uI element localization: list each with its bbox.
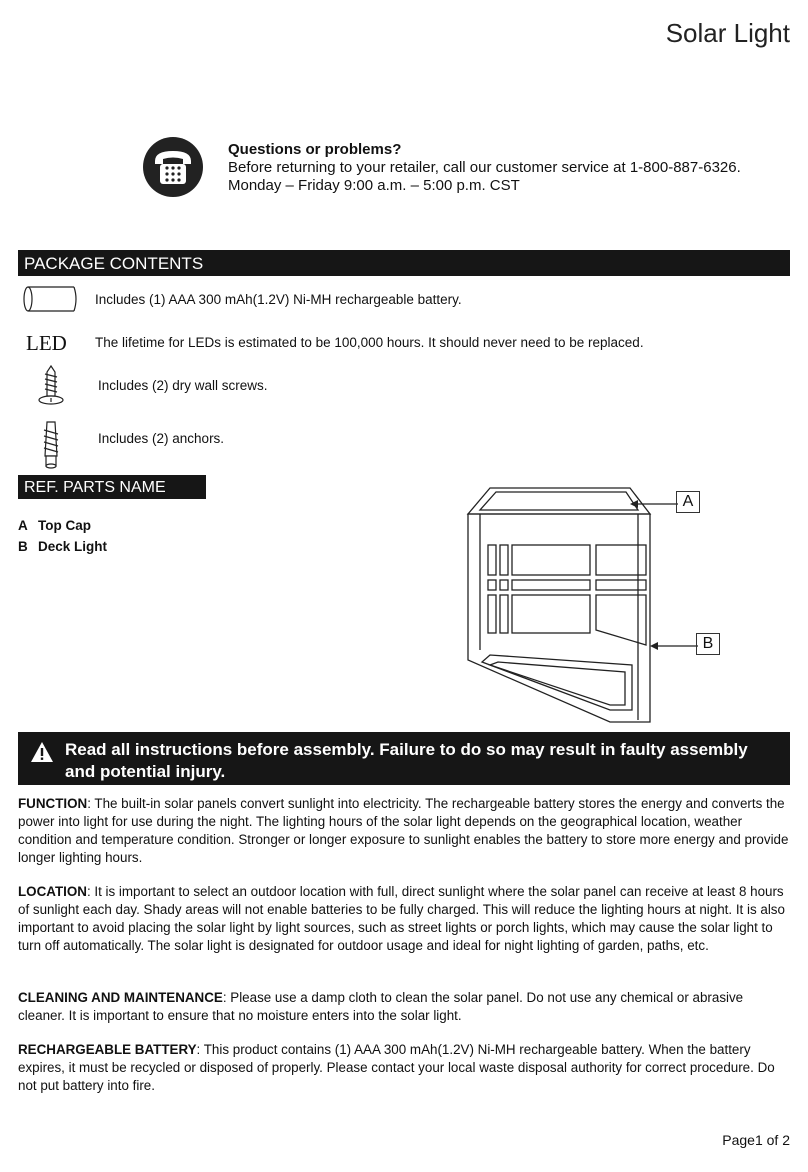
callout-b: B (696, 633, 720, 655)
section-label: RECHARGEABLE BATTERY (18, 1042, 197, 1057)
section-cleaning (18, 989, 793, 1025)
screw-icon (36, 364, 66, 415)
warning-text (65, 739, 748, 783)
package-item-battery: Includes (1) AAA 300 mAh(1.2V) Ni-MH rechargeable battery. (95, 292, 462, 307)
package-item-anchors: Includes (2) anchors. (98, 431, 225, 446)
section-label: CLEANING AND MAINTENANCE (18, 990, 223, 1005)
package-contents-header: PACKAGE CONTENTS (18, 250, 790, 276)
section-location (18, 883, 793, 955)
contact-phone-line: Before returning to your retailer, call our customer service at 1-800-887-6326. (228, 159, 741, 176)
part-name: Top Cap (38, 518, 91, 533)
page-title: Solar Light (665, 18, 790, 48)
section-body: : This product contains (1) AAA 300 mAh(1.2V) Ni-MH rechargeable battery. When the battery expires, it must be recycled or disposed of properly. Please contact your local waste disposal authority for correct procedure. Do not put battery into fire. (18, 1042, 775, 1093)
warning-line-2: and potential injury. (65, 762, 226, 781)
callout-a: A (676, 491, 700, 513)
section-label: LOCATION (18, 884, 87, 899)
page-number: Page1 of 2 (722, 1132, 790, 1148)
contact-info (228, 141, 741, 195)
package-item-screws: Includes (2) dry wall screws. (98, 378, 268, 393)
warning-line-1: Read all instructions before assembly. Failure to do so may result in faulty assembly (65, 740, 748, 759)
section-function (18, 795, 793, 867)
parts-header: REF. PARTS NAME (18, 475, 206, 499)
part-ref: A (18, 518, 28, 533)
contact-hours-line: Monday – Friday 9:00 a.m. – 5:00 p.m. CST (228, 177, 520, 194)
battery-icon (22, 284, 78, 319)
warning-banner (18, 732, 790, 785)
led-label: LED (26, 331, 67, 355)
part-row (18, 539, 107, 554)
telephone-icon (143, 137, 203, 197)
warning-icon (30, 741, 54, 768)
section-battery (18, 1041, 793, 1095)
section-body: : Please use a damp cloth to clean the solar panel. Do not use any chemical or abrasive cleaner. It is important to ensure that no moisture enters into the solar light. (18, 990, 744, 1023)
package-item-led: The lifetime for LEDs is estimated to be 100,000 hours. It should never need to be replaced. (95, 335, 644, 350)
part-name: Deck Light (38, 539, 108, 554)
section-label: FUNCTION (18, 796, 88, 811)
part-row (18, 518, 91, 533)
callout-arrow-b (650, 639, 698, 657)
section-body: : It is important to select an outdoor location with full, direct sunlight where the solar panel can receive at least 8 hours of sunlight each day. Shady areas will not enable batteries to be fully charged. This will reduce the lighting hours at night. It is also important to avoid placing the solar light by light sources, such as street lights or porch lights, which may cause the solar light to turn off automatically. The solar light is designated for outdoor usage and ideal for night lighting of garden, paths, etc. (18, 884, 785, 953)
part-ref: B (18, 539, 28, 554)
section-body: : The built-in solar panels convert sunlight into electricity. The rechargeable battery stores the energy and converts the power into light for use during the night. The lighting hours of the solar light depends on the geographical location, weather condition and temperature condition. Stronger or longer exposure to sunlight enables the battery to store more energy and provide longer lighting hours. (18, 796, 789, 865)
contact-heading: Questions or problems? (228, 141, 402, 158)
anchor-icon (36, 418, 66, 475)
callout-arrow-a (630, 497, 678, 515)
solar-light-diagram (460, 480, 680, 735)
